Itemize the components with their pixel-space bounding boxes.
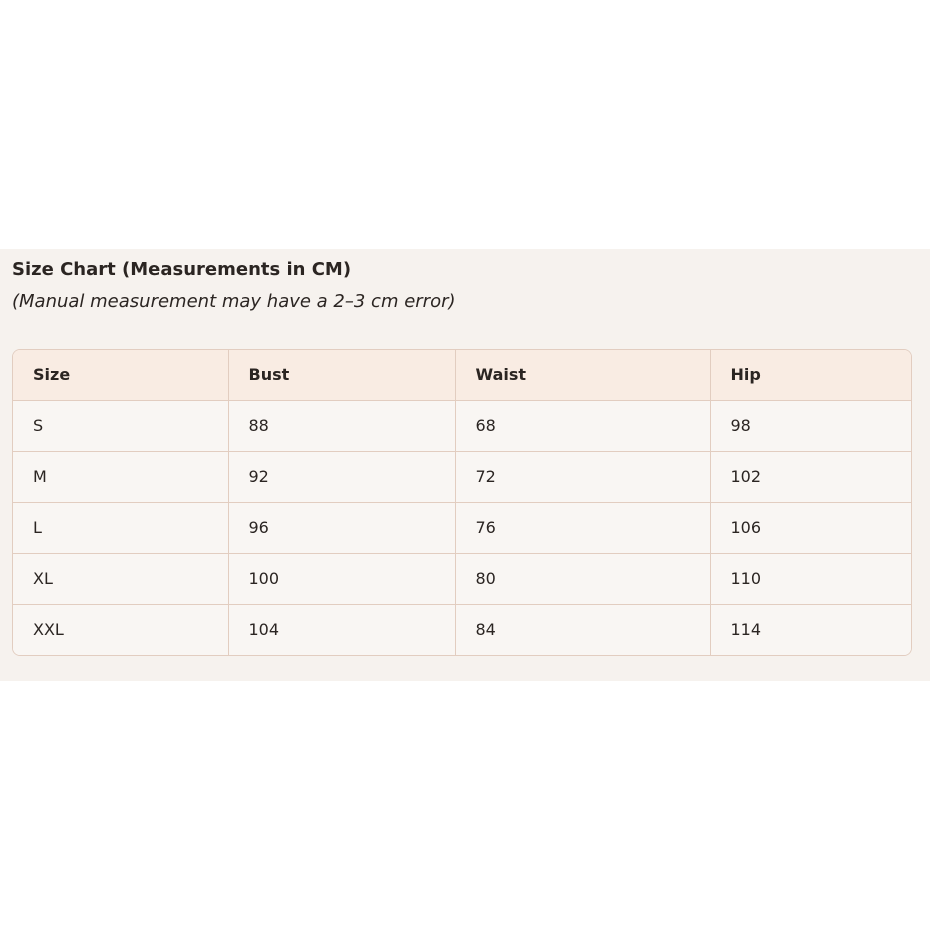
header-hip: Hip <box>710 350 911 401</box>
header-bust: Bust <box>228 350 455 401</box>
header-size: Size <box>13 350 228 401</box>
size-table-container <box>12 349 912 656</box>
bust-cell: 92 <box>228 452 455 503</box>
table-row <box>13 503 911 554</box>
hip-cell: 102 <box>710 452 911 503</box>
size-cell: XL <box>13 554 228 605</box>
waist-cell: 84 <box>455 605 710 656</box>
table-row <box>13 605 911 656</box>
size-table <box>13 350 911 655</box>
bust-cell: 100 <box>228 554 455 605</box>
size-chart-title: Size Chart (Measurements in CM) <box>12 259 352 280</box>
size-cell: XXL <box>13 605 228 656</box>
measurement-note: (Manual measurement may have a 2–3 cm error) <box>12 291 456 312</box>
table-header-row <box>13 350 911 401</box>
table-row <box>13 401 911 452</box>
waist-cell: 72 <box>455 452 710 503</box>
waist-cell: 68 <box>455 401 710 452</box>
waist-cell: 76 <box>455 503 710 554</box>
size-chart-panel <box>0 249 930 681</box>
waist-cell: 80 <box>455 554 710 605</box>
size-cell: L <box>13 503 228 554</box>
table-row <box>13 554 911 605</box>
hip-cell: 110 <box>710 554 911 605</box>
table-row <box>13 452 911 503</box>
hip-cell: 98 <box>710 401 911 452</box>
hip-cell: 114 <box>710 605 911 656</box>
size-cell: S <box>13 401 228 452</box>
header-waist: Waist <box>455 350 710 401</box>
bust-cell: 96 <box>228 503 455 554</box>
bust-cell: 104 <box>228 605 455 656</box>
size-cell: M <box>13 452 228 503</box>
bust-cell: 88 <box>228 401 455 452</box>
hip-cell: 106 <box>710 503 911 554</box>
